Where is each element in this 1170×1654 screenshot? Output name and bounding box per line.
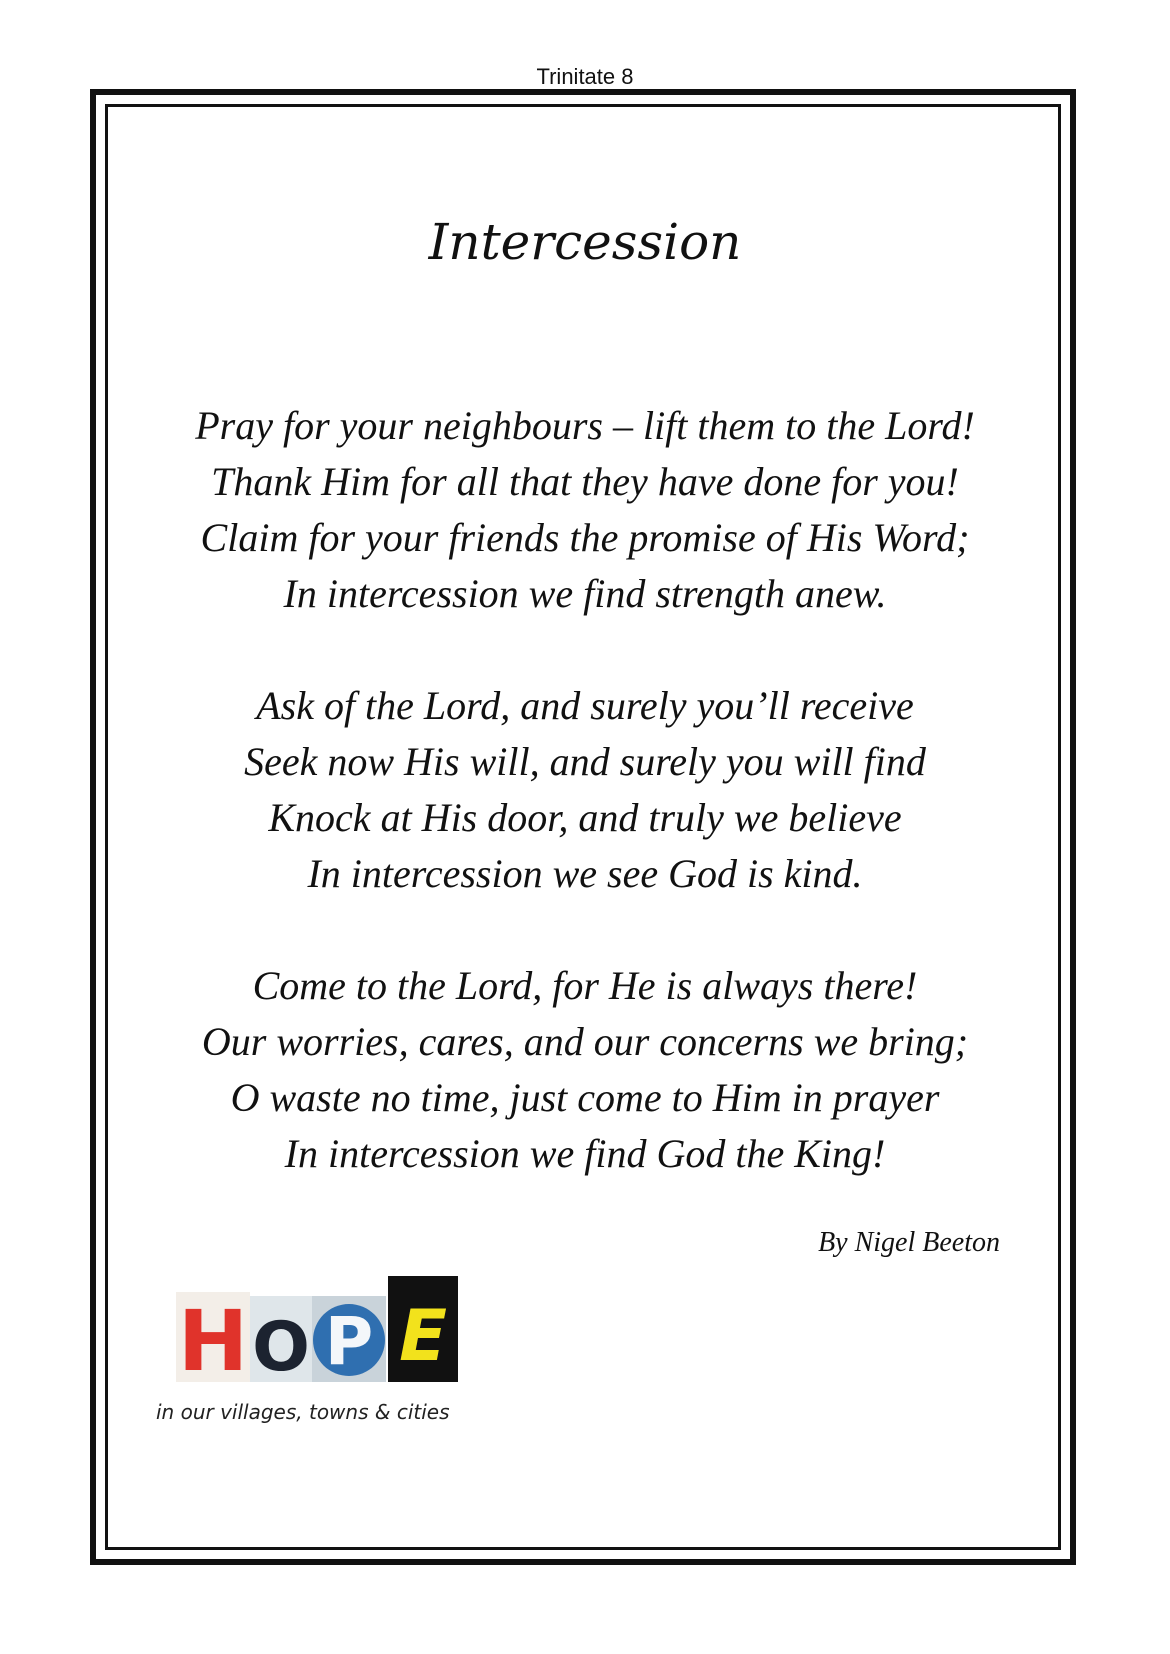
poem-line: Pray for your neighbours – lift them to the Lord! — [195, 403, 975, 448]
poem-title: Intercession — [428, 213, 742, 271]
poem-line: Claim for your friends the promise of His Word; — [200, 515, 970, 560]
poem-line: In intercession we find God the King! — [284, 1131, 886, 1176]
poem-line: In intercession we see God is kind. — [307, 851, 863, 896]
poem-line: Come to the Lord, for He is always there! — [252, 963, 918, 1008]
logo-letter-h: H — [177, 1292, 249, 1390]
stanza-3 — [130, 958, 1040, 1182]
hope-logo — [156, 1276, 496, 1446]
stanza-2 — [130, 678, 1040, 902]
hope-logo-wordmark — [176, 1276, 476, 1392]
author-byline: By Nigel Beeton — [818, 1227, 1000, 1258]
logo-letter-o: O — [252, 1308, 310, 1387]
stanza-1 — [130, 398, 1040, 622]
logo-letter-p: P — [324, 1303, 374, 1380]
poem-line: O waste no time, just come to Him in prayer — [230, 1075, 940, 1120]
poem-line: Knock at His door, and truly we believe — [268, 795, 902, 840]
page-header-label: Trinitate 8 — [536, 64, 634, 89]
logo-letter-e: E — [399, 1295, 447, 1377]
poem-line: Ask of the Lord, and surely you’ll receive — [256, 683, 914, 728]
poem-line: In intercession we find strength anew. — [283, 571, 887, 616]
poem-body — [130, 398, 1040, 1238]
poem-line: Thank Him for all that they have done for you! — [211, 459, 959, 504]
poem-line: Seek now His will, and surely you will find — [244, 739, 926, 784]
logo-tagline: in our villages, towns & cities — [156, 1400, 450, 1424]
poem-line: Our worries, cares, and our concerns we bring; — [201, 1019, 969, 1064]
